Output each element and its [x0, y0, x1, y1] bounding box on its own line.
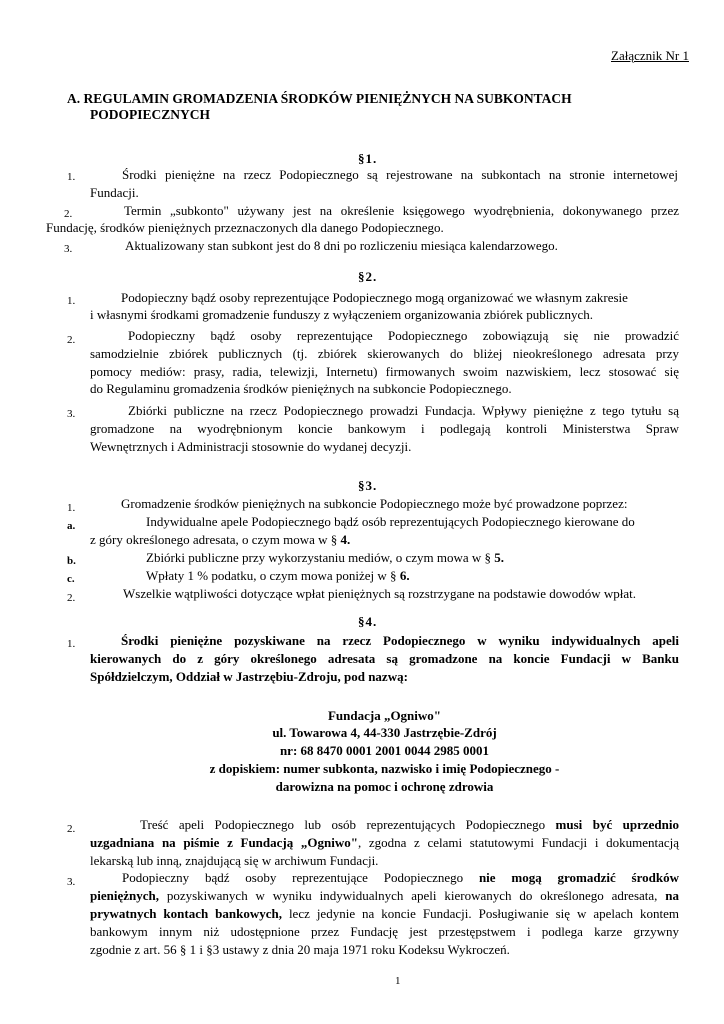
s2-p3-line2: gromadzone na wyodrębnionym koncie bankowym i podlegają kontroli Ministerstwa Spraw [90, 421, 679, 436]
attachment-label: Załącznik Nr 1 [611, 48, 689, 63]
s3-item-c-label: c. [67, 573, 75, 585]
document-title-line2: PODOPIECZNYCH [90, 107, 211, 122]
s4-p3-line5: zgodnie z art. 56 § 1 i §3 ustawy z dnia 20 maja 1971 roku Kodeksu Wykroczeń. [90, 942, 510, 957]
s3-item-c-ref: 6. [399, 568, 410, 583]
s3-item-b-label: b. [67, 555, 76, 567]
s3-item-a-ref: 4. [340, 532, 351, 547]
s4-p3-number: 3. [67, 876, 76, 888]
s4-p2-number: 2. [67, 823, 76, 835]
s2-p1-number: 1. [67, 295, 76, 307]
s2-p1-line2: i własnymi środkami gromadzenie funduszy z wyłączeniem organizowania zbiórek publicznych. [90, 307, 593, 322]
s3-item-b-line1: Zbiórki publiczne przy wykorzystaniu mediów, o czym mowa w § 5. [146, 550, 505, 565]
account-address: ul. Towarowa 4, 44-330 Jastrzębie-Zdrój [272, 725, 497, 740]
s2-p2-line1: Podopieczny bądź osoby reprezentujące Podopiecznego zobowiązują się nie prowadzić [128, 328, 679, 343]
s3-item-a-label: a. [67, 520, 76, 532]
s2-p2-line3: pomocy mediów: prasy, radia, telewizji, Internetu) firmowanych swoim nazwiskiem, lecz stosować się [90, 364, 679, 379]
page-number: 1 [395, 975, 401, 987]
section-2-heading: §2. [358, 269, 378, 284]
s3-p1-line1: Gromadzenie środków pieniężnych na subkoncie Podopiecznego może być prowadzone poprzez: [121, 496, 628, 511]
s1-p1-number: 1. [67, 171, 76, 183]
s2-p2-line4: do Regulaminu gromadzenia środków pieniężnych na subkoncie Podopiecznego. [90, 381, 512, 396]
s3-p2-number: 2. [67, 592, 76, 604]
section-3-heading: §3. [358, 478, 378, 493]
s4-p1-line2: kierowanych do z góry określonego adresata są gromadzone na koncie Fundacji w Banku [90, 651, 679, 666]
s4-p1-number: 1. [67, 638, 76, 650]
s3-p2-line1: Wszelkie wątpliwości dotyczące wpłat pieniężnych są rozstrzygane na podstawie dowodów wpłat. [123, 586, 636, 601]
s3-item-a-line2: z góry określonego adresata, o czym mowa w § 4. [90, 532, 351, 547]
s2-p3-line1: Zbiórki publiczne na rzecz Podopiecznego prowadzi Fundacja. Wpływy pieniężne z tego tytułu są [128, 403, 679, 418]
s4-p1-line1: Środki pieniężne pozyskiwane na rzecz Podopiecznego w wyniku indywidualnych apeli [121, 633, 679, 648]
s4-p3-line2: pieniężnych, pozyskiwanych w wyniku indywidualnych apeli kierowanych do określonego adresata, na [90, 888, 679, 903]
s4-p3-line4: bankowym innym niż udostępnione przez Fundację jest przestępstwem i podlega karze grzywny [90, 924, 679, 939]
s2-p2-number: 2. [67, 334, 76, 346]
s3-item-b-ref: 5. [494, 550, 505, 565]
s3-item-a-line1: Indywidualne apele Podopiecznego bądź osób reprezentujących Podopiecznego kierowane do [146, 514, 635, 529]
s2-p3-line3: Wewnętrznych i Administracji stosownie do wydanej decyzji. [90, 439, 412, 454]
s1-p3-number: 3. [64, 243, 73, 255]
account-note-line2: darowizna na pomoc i ochronę zdrowia [275, 779, 494, 794]
s2-p3-number: 3. [67, 408, 76, 420]
s4-p2-line1: Treść apeli Podopiecznego lub osób reprezentujących Podopiecznego musi być uprzednio [140, 817, 679, 832]
s4-p3-line1: Podopieczny bądź osoby reprezentujące Podopiecznego nie mogą gromadzić środków [122, 870, 679, 885]
s1-p1-line1: Środki pieniężne na rzecz Podopiecznego są rejestrowane na subkontach na stronie internetowej [122, 167, 678, 182]
s1-p1-line2: Fundacji. [90, 185, 139, 200]
s4-p1-line3: Spółdzielczym, Oddział w Jastrzębiu-Zdroju, pod nazwą: [90, 669, 408, 684]
s1-p2-number: 2. [64, 208, 73, 220]
s3-item-c-line1: Wpłaty 1 % podatku, o czym mowa poniżej w § 6. [146, 568, 410, 583]
section-1-heading: §1. [358, 151, 378, 166]
s1-p3-line1: Aktualizowany stan subkont jest do 8 dni po rozliczeniu miesiąca kalendarzowego. [125, 238, 558, 253]
document-title-line1: A. REGULAMIN GROMADZENIA ŚRODKÓW PIENIĘŻNYCH NA SUBKONTACH [67, 91, 572, 106]
account-note-line1: z dopiskiem: numer subkonta, nazwisko i imię Podopiecznego - [209, 761, 560, 776]
s3-p1-number: 1. [67, 502, 76, 514]
s1-p2-line2: Fundację, środków pieniężnych przeznaczonych dla danego Podopiecznego. [46, 220, 444, 235]
s4-p3-line3: prywatnych kontach bankowych, lecz jedynie na koncie Fundacji. Posługiwanie się w apelach kontem [90, 906, 679, 921]
s2-p2-line2: samodzielnie zbiórek publicznych (tj. zbiórek skierowanych do bliżej nieokreślonego adresata przy [90, 346, 679, 361]
account-number: nr: 68 8470 0001 2001 0044 2985 0001 [279, 743, 490, 758]
s1-p2-line1: Termin „subkonto" używany jest na określenie księgowego wyodrębnienia, dokonywanego przez [124, 203, 679, 218]
section-4-heading: §4. [358, 614, 378, 629]
s4-p2-line3: lekarską lub inną, znajdującą się w archiwum Fundacji. [90, 853, 379, 868]
s4-p2-line2: uzgadniana na piśmie z Fundacją „Ogniwo", zgodna z celami statutowymi Fundacji i dokumentacją [90, 835, 679, 850]
s2-p1-line1: Podopieczny bądź osoby reprezentujące Podopiecznego mogą organizować we własnym zakresie [121, 290, 628, 305]
account-name: Fundacja „Ogniwo" [327, 708, 442, 723]
